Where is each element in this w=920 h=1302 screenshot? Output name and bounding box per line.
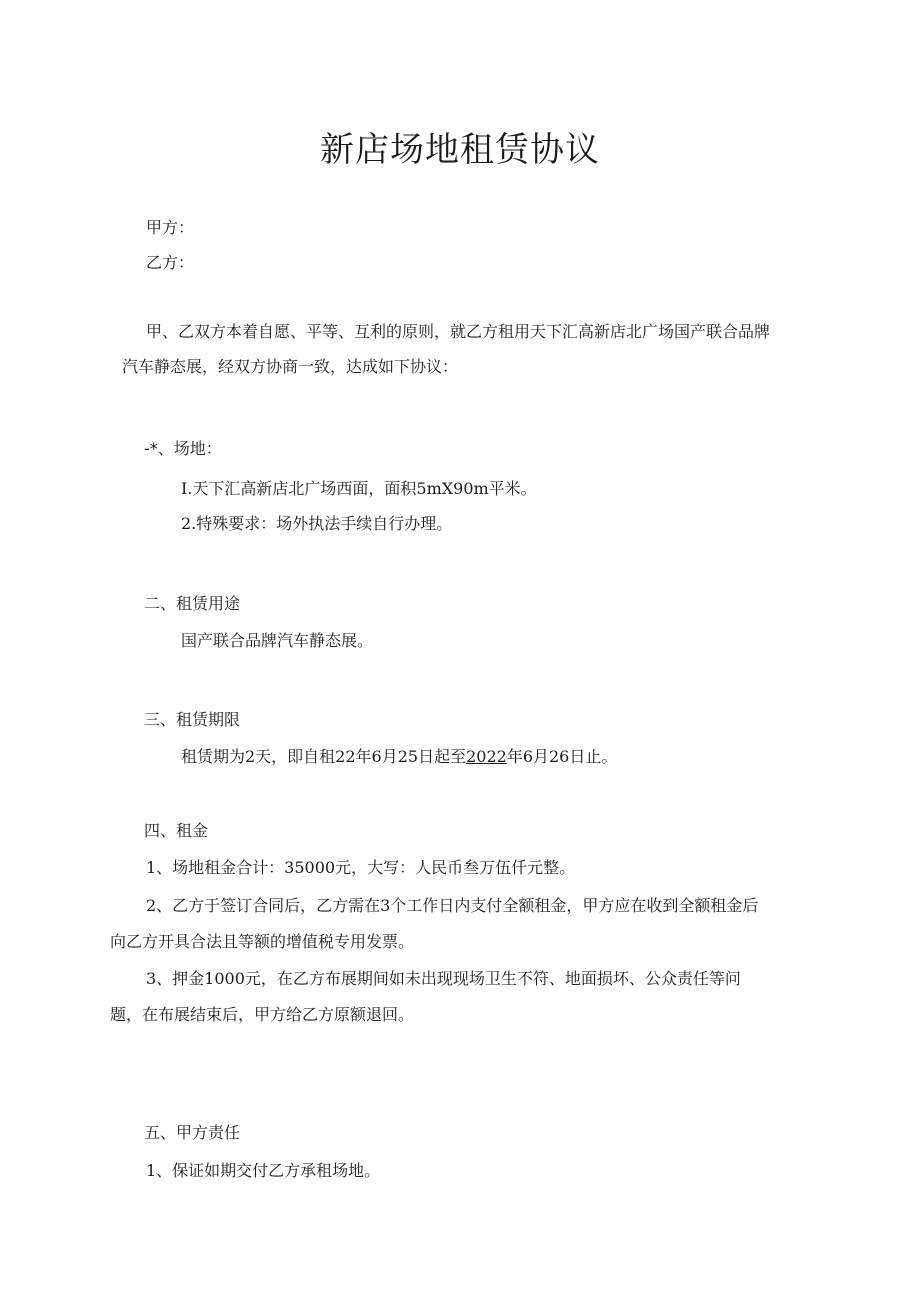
section-4-item-3-line2: 题，在布展结束后，甲方给乙方原额退回。 [110,1005,415,1024]
section-3-text [181,746,617,768]
section-4-item-2-line1: 2、乙方于签订合同后，乙方需在3个工作日内支付全额租金，甲方应在收到全额租金后 [146,896,759,915]
section-4-heading: 四、租金 [144,821,209,840]
section-1-heading: -*、场地： [144,439,222,458]
section-2-heading: 二、租赁用途 [144,594,241,613]
section-1-item-1: I.天下汇高新店北广场西面，面积5mX90m平米。 [181,479,537,498]
section-4-item-1: 1、场地租金合计：35000元，大写：人民币叁万伍仟元整。 [146,858,576,877]
section-4-item-3-line1: 3、押金1000元，在乙方布展期间如未出现现场卫生不符、地面损坏、公众责任等问 [146,969,741,988]
party-a-label: 甲方： [146,218,195,237]
section-1-item-2: 2.特殊要求：场外执法手续自行办理。 [181,514,453,533]
section-5-item-1: 1、保证如期交付乙方承租场地。 [146,1161,381,1180]
lease-term-end: 年6月26日止。 [506,747,618,766]
lease-term-text: 租赁期为2天，即自租22年6月25日起至 [181,747,467,766]
section-3-heading: 三、租赁期限 [144,710,241,729]
document-title: 新店场地租赁协议 [320,130,600,170]
section-4-item-2-line2: 向乙方开具合法且等额的增值税专用发票。 [110,932,415,951]
section-5-heading: 五、甲方责任 [144,1123,241,1142]
intro-paragraph-line2: 汽车静态展，经双方协商一致，达成如下协议： [122,357,459,376]
section-2-text: 国产联合品牌汽车静态展。 [181,631,374,650]
party-b-label: 乙方： [146,253,195,272]
lease-end-year: 2022 [466,747,507,766]
intro-paragraph-line1: 甲、乙双方本着自愿、平等、互利的原则，就乙方租用天下汇高新店北广场国产联合品牌 [146,322,771,341]
